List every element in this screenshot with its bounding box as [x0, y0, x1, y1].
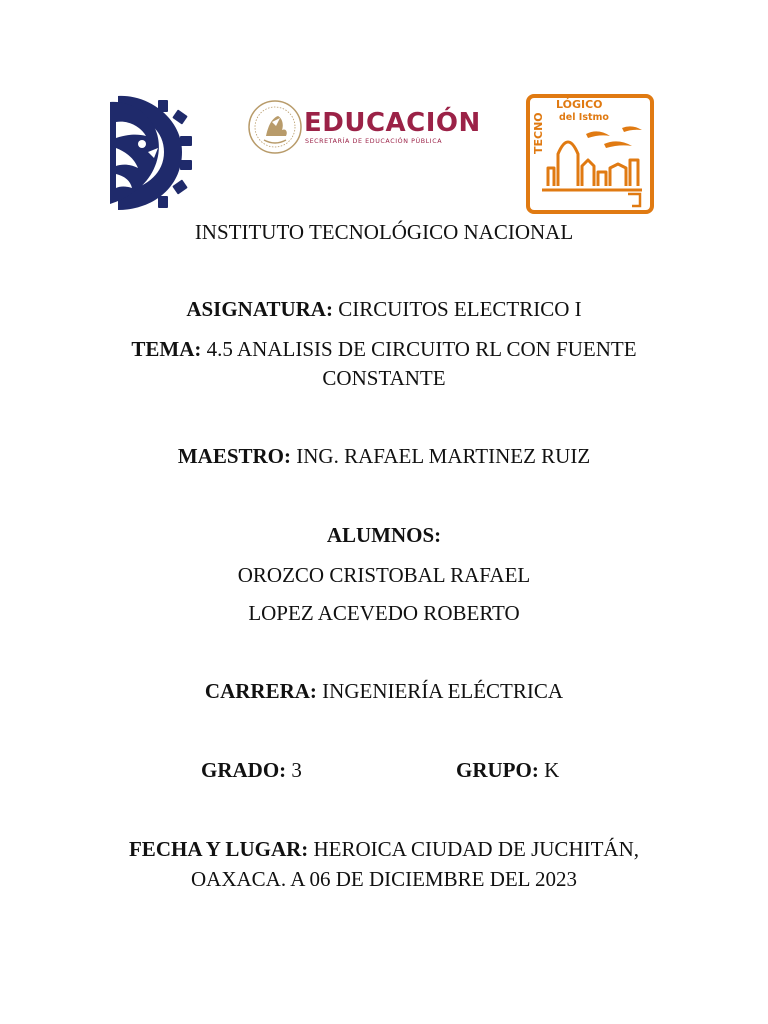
- career-label: CARRERA:: [204, 679, 317, 703]
- teacher-line: [0, 442, 768, 471]
- subject-line: [0, 295, 768, 324]
- student-name-2: LOPEZ ACEVEDO ROBERTO: [248, 601, 520, 625]
- mexico-seal-icon: [249, 101, 301, 153]
- institute-name: INSTITUTO TECNOLÓGICO NACIONAL: [194, 220, 574, 244]
- date-place-label: FECHA Y LUGAR:: [128, 837, 309, 861]
- group-line: [456, 756, 559, 785]
- istmo-logo: [526, 94, 654, 214]
- topic-line: [0, 335, 768, 364]
- teacher-value: ING. RAFAEL MARTINEZ RUIZ: [291, 444, 591, 468]
- topic-label: TEMA:: [131, 337, 202, 361]
- date-place-line-2: OAXACA. A 06 DE DICIEMBRE DEL 2023: [191, 867, 577, 891]
- grade-label: GRADO:: [201, 758, 287, 782]
- group-label: GRUPO:: [456, 758, 539, 782]
- sep-title: EDUCACIÓN: [304, 108, 481, 138]
- student-name-1: OROZCO CRISTOBAL RAFAEL: [237, 563, 531, 587]
- grade-line: [201, 756, 302, 785]
- teacher-label: MAESTRO:: [177, 444, 292, 468]
- date-place-value: HEROICA CIUDAD DE JUCHITÁN,: [308, 837, 640, 861]
- topic-value: 4.5 ANALISIS DE CIRCUITO RL CON FUENTE: [201, 337, 637, 361]
- tecnm-logo: [108, 92, 192, 214]
- subject-value: CIRCUITOS ELECTRICO I: [332, 297, 582, 321]
- istmo-text-logico: LÓGICO: [556, 98, 603, 111]
- date-place-line: [0, 835, 768, 864]
- istmo-text-tecno: TECNO: [532, 112, 545, 154]
- sep-logo: [246, 98, 486, 156]
- istmo-text-del-istmo: del Istmo: [559, 112, 609, 123]
- subject-label: ASIGNATURA:: [186, 297, 333, 321]
- sep-subtitle: SECRETARÍA DE EDUCACIÓN PÚBLICA: [305, 138, 443, 145]
- career-value: INGENIERÍA ELÉCTRICA: [316, 679, 564, 703]
- group-value: K: [538, 758, 560, 782]
- career-line: [0, 677, 768, 706]
- topic-line-2: CONSTANTE: [322, 366, 446, 390]
- students-label: ALUMNOS:: [326, 523, 442, 547]
- students-heading: [0, 521, 768, 550]
- grade-value: 3: [286, 758, 302, 782]
